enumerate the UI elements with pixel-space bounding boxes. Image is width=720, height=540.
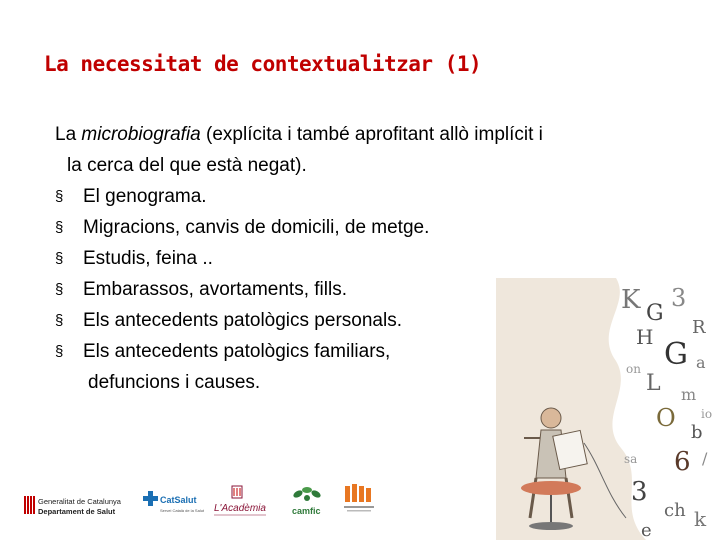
bullet-continuation: defuncions i causes. bbox=[88, 372, 261, 393]
intro-prefix: La bbox=[55, 124, 82, 145]
svg-text:G: G bbox=[664, 337, 688, 372]
intro-paragraph bbox=[55, 119, 695, 181]
svg-text:sa: sa bbox=[624, 452, 638, 466]
svg-text:k: k bbox=[694, 507, 707, 531]
svg-text:6: 6 bbox=[674, 447, 691, 477]
svg-text:K: K bbox=[621, 285, 641, 315]
svg-text:3: 3 bbox=[671, 284, 687, 312]
gencat-line1: Generalitat de Catalunya bbox=[38, 497, 121, 506]
svg-text:L: L bbox=[646, 371, 661, 396]
camfic-logo bbox=[292, 487, 322, 516]
gencat-line2: Departament de Salut bbox=[38, 507, 116, 516]
svg-text:e: e bbox=[641, 520, 652, 540]
svg-text:O: O bbox=[656, 404, 676, 432]
academia-crest-icon bbox=[232, 486, 242, 498]
bullet-mark: § bbox=[55, 343, 64, 360]
bullet-item: § Els antecedents patològics familiars, bbox=[55, 336, 695, 367]
catsalut-cross-icon bbox=[143, 491, 158, 506]
bullet-mark: § bbox=[55, 188, 64, 205]
bullet-mark: § bbox=[55, 250, 64, 267]
svg-text:on: on bbox=[626, 362, 641, 376]
svg-text:b: b bbox=[691, 422, 703, 443]
svg-text:/: / bbox=[702, 449, 708, 468]
gencat-logo bbox=[24, 496, 122, 516]
bullet-item: § Migracions, canvis de domicili, de metge. bbox=[55, 212, 695, 243]
sponsor-logos bbox=[22, 478, 392, 528]
illustration-reader-with-letters bbox=[496, 278, 720, 540]
bullet-mark: § bbox=[55, 312, 64, 329]
bullet-item: § Els antecedents patològics personals. bbox=[55, 305, 695, 336]
camfic-name: camfic bbox=[292, 506, 321, 516]
svg-text:R: R bbox=[692, 317, 706, 338]
gencat-emblem-icon bbox=[24, 496, 35, 514]
society-logo-icon bbox=[344, 484, 374, 512]
svg-text:G: G bbox=[646, 301, 664, 326]
bullet-mark: § bbox=[55, 219, 64, 236]
bullet-item: § Estudis, feina .. bbox=[55, 243, 695, 274]
svg-text:a: a bbox=[696, 353, 706, 372]
logos-svg bbox=[22, 478, 392, 528]
catsalut-logo bbox=[143, 491, 205, 513]
academia-logo bbox=[214, 486, 266, 515]
academia-name: L'Acadèmia bbox=[214, 503, 266, 514]
catsalut-name: CatSalut bbox=[160, 495, 197, 505]
bullet-mark: § bbox=[55, 281, 64, 298]
camfic-leaves-icon bbox=[292, 487, 322, 501]
svg-text:ch: ch bbox=[664, 500, 686, 521]
illustration-svg bbox=[496, 278, 720, 540]
intro-rest: (explícita i també aprofitant allò implícit i bbox=[200, 124, 543, 145]
svg-text:3: 3 bbox=[631, 477, 648, 507]
svg-text:io: io bbox=[701, 407, 713, 421]
catsalut-subtitle: Servei Català de la Salut bbox=[160, 508, 205, 513]
bullet-item: § El genograma. bbox=[55, 181, 695, 212]
intro-continuation: la cerca del que està negat). bbox=[67, 155, 307, 176]
intro-emphasis: microbiografia bbox=[81, 124, 201, 145]
bullet-item: § Embarassos, avortaments, fills. bbox=[55, 274, 695, 305]
svg-text:H: H bbox=[636, 325, 654, 349]
svg-text:m: m bbox=[681, 385, 697, 404]
slide-title: La necessitat de contextualitzar (1) bbox=[44, 52, 482, 76]
